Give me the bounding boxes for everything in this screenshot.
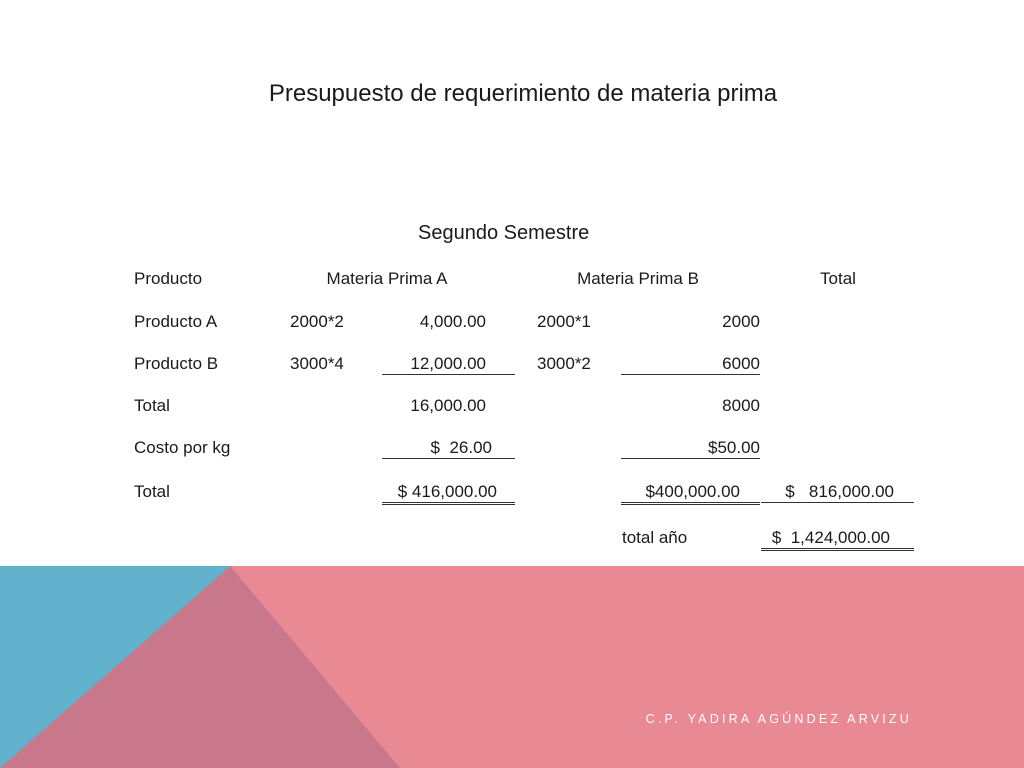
- value-a-total: 16,000.00: [410, 396, 486, 415]
- formula-a-producto-a: 2000*2: [290, 312, 344, 331]
- row-label-total-cost: Total: [134, 482, 170, 501]
- value-b-producto-b: 6000: [621, 354, 760, 375]
- row-label-costo: Costo por kg: [134, 438, 231, 457]
- value-a-costo: $ 26.00: [382, 438, 515, 459]
- value-a-producto-b: 12,000.00: [382, 354, 515, 375]
- value-total-cost: $ 816,000.00: [761, 482, 914, 503]
- value-b-costo: $50.00: [621, 438, 760, 459]
- annual-total-value: $ 1,424,000.00: [761, 528, 914, 551]
- value-b-producto-a: 2000: [722, 312, 760, 331]
- row-label-producto-a: Producto A: [134, 312, 218, 331]
- value-b-total: 8000: [722, 396, 760, 415]
- header-materia-a: Materia Prima A: [326, 269, 448, 288]
- header-total: Total: [820, 269, 856, 288]
- formula-b-producto-a: 2000*1: [537, 312, 591, 331]
- header-producto: Producto: [134, 269, 203, 288]
- semester-heading: Segundo Semestre: [418, 222, 590, 244]
- footer-band: [0, 566, 1024, 768]
- row-label-producto-b: Producto B: [134, 354, 219, 373]
- footer-author: C.P. YADIRA AGÚNDEZ ARVIZU: [645, 712, 912, 726]
- page-title: Presupuesto de requerimiento de materia prima: [268, 80, 778, 107]
- formula-a-producto-b: 3000*4: [290, 354, 344, 373]
- value-a-total-cost: $ 416,000.00: [382, 482, 515, 505]
- row-label-total: Total: [134, 396, 170, 415]
- value-a-producto-a: 4,000.00: [419, 312, 486, 331]
- value-b-total-cost: $400,000.00: [621, 482, 760, 505]
- annual-total-label: total año: [622, 528, 688, 547]
- header-materia-b: Materia Prima B: [577, 269, 699, 288]
- formula-b-producto-b: 3000*2: [537, 354, 591, 373]
